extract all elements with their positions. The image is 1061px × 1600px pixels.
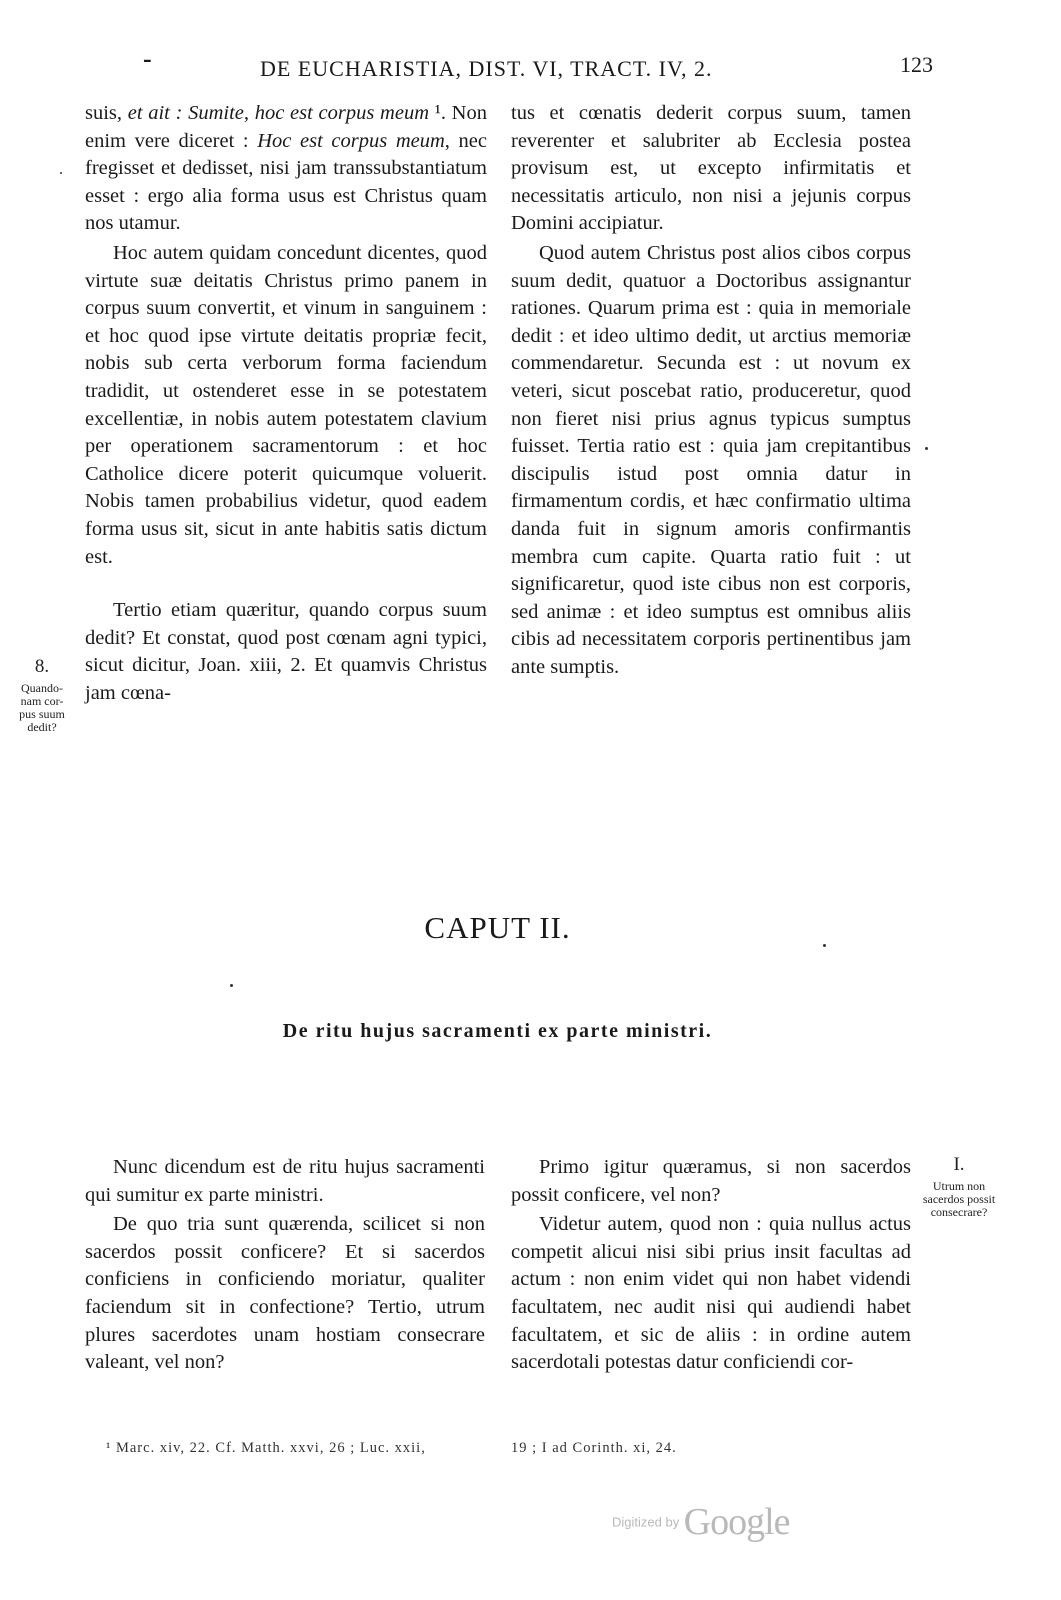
margin-note-left bbox=[16, 656, 68, 734]
text-run: ¹. Non enim vere diceret : bbox=[85, 102, 487, 152]
running-head bbox=[85, 44, 935, 86]
margin-number: 8. bbox=[34, 656, 50, 677]
text-run: , nec fregisset et dedisset, nisi jam transsubstantiatum esset : ergo alia forma usus est Christus quam nos utamur. bbox=[85, 129, 487, 235]
right-column-bottom bbox=[511, 1154, 911, 1377]
left-column-bottom bbox=[85, 1154, 485, 1377]
paragraph: Nunc dicendum est de ritu hujus sacramenti qui sumitur ex parte ministri. bbox=[85, 1156, 485, 1206]
running-title: DE EUCHARISTIA, DIST. VI, TRACT. IV, 2. bbox=[260, 56, 713, 81]
page-number: 123 bbox=[900, 52, 933, 77]
paragraph: Videtur autem, quod non : quia nullus actus competit alicui nisi sibi prius insit facultas ad actum : non enim videt qui non habet videndi facultatem, nec audit nisi qui audiendi habet facultatem, et sic de aliis : in ordine autem sacerdotali potestas datur conficiendi cor- bbox=[511, 1213, 911, 1374]
paragraph: De quo tria sunt quærenda, scilicet si non sacerdos possit conficere? Et si sacerdos conficiens in conficiendo moriatur, qualiter faciendum sit in confectione? Tertio, utrum plures sacerdotes unam hostiam consecrare valeant, vel non? bbox=[85, 1213, 485, 1374]
right-column-top bbox=[511, 100, 911, 681]
footnote-right: 19 ; I ad Corinth. xi, 24. bbox=[511, 1440, 677, 1456]
paragraph-continuation: tus et cœnatis dederit corpus suum, tamen reverenter et salubriter ab Ecclesia postea provisum est, ut excepto infirmitatis et necessitatis articulo, non nisi a jejunis corpus Domini accipiatur. bbox=[511, 102, 911, 235]
text-run: suis, bbox=[85, 102, 128, 124]
chapter-subtitle: De ritu hujus sacramenti ex parte ministri. bbox=[282, 1020, 713, 1042]
paragraph: Quod autem Christus post alios cibos corpus suum dedit, quatuor a Doctoribus assignantur rationes. Quarum prima est : quia in memoriale dedit : et ideo ultimo dedit, ut arctius memoriæ commendaretur. Secunda est : ut novum ex veteri, sicut poscebat ratio, produceretur, quod non fieret nisi prius agnus typicus sumptus fuisset. Tertia ratio est : quia jam crepitantibus discipulis istud post omnia datur in firmamentum cordis, et hæc confirmatio ultima danda fuit in signum amoris confirmantis membra cum capite. Quarta ratio fuit : ut significaretur, quod iste cibus non est corporis, sed animæ : et ideo sumptus est omnibus aliis cibis ad necessitatem corporis pertinentibus jam ante sumptis. bbox=[511, 241, 911, 678]
paragraph: Hoc autem quidam concedunt dicentes, quod virtute suæ deitatis Christus primo panem in corpus suum convertit, et vinum in sanguinem : et hoc quod ipse virtute deitatis propriæ fecit, nobis sub certa verborum forma faciendum tradidit, ut ostenderet esse in se potestatem excellentiæ, in nobis autem potestatem clavium per operationem sacramentorum : et hoc Catholice dicere poterit quicumque voluerit. Nobis tamen probabilius videtur, quod eadem forma usus sit, sicut in ante habitis satis dictum est. bbox=[85, 241, 487, 568]
digitized-watermark bbox=[612, 1500, 790, 1544]
italic-run: et ait : Sumite, hoc est corpus meum bbox=[127, 102, 429, 124]
google-logo: Google bbox=[683, 1501, 790, 1543]
margin-number: I. bbox=[953, 1154, 965, 1175]
watermark-prefix: Digitized by bbox=[612, 1514, 680, 1530]
paragraph: Primo igitur quæramus, si non sacerdos possit conficere, vel non? bbox=[511, 1156, 911, 1206]
paragraph-continuation bbox=[85, 100, 487, 238]
left-column-top bbox=[85, 100, 487, 707]
paragraph-section-8: Tertio etiam quæritur, quando corpus suum dedit? Et constat, quod post cœnam agni typici, sicut dicitur, Joan. xiii, 2. Et quamvis Christus jam cœna- bbox=[85, 599, 487, 704]
footnote-left: ¹ Marc. xiv, 22. Cf. Matth. xxvi, 26 ; Luc. xxii, bbox=[106, 1440, 426, 1456]
margin-note-right bbox=[913, 1154, 1005, 1219]
chapter-title: CAPUT II. bbox=[424, 910, 571, 945]
margin-text: Utrum non sacerdos possit consecrare? bbox=[922, 1179, 996, 1219]
margin-text: Quando-nam cor-pus suum dedit? bbox=[19, 681, 65, 734]
header-mark: - bbox=[143, 44, 152, 73]
italic-run: Hoc est corpus meum bbox=[257, 129, 445, 152]
